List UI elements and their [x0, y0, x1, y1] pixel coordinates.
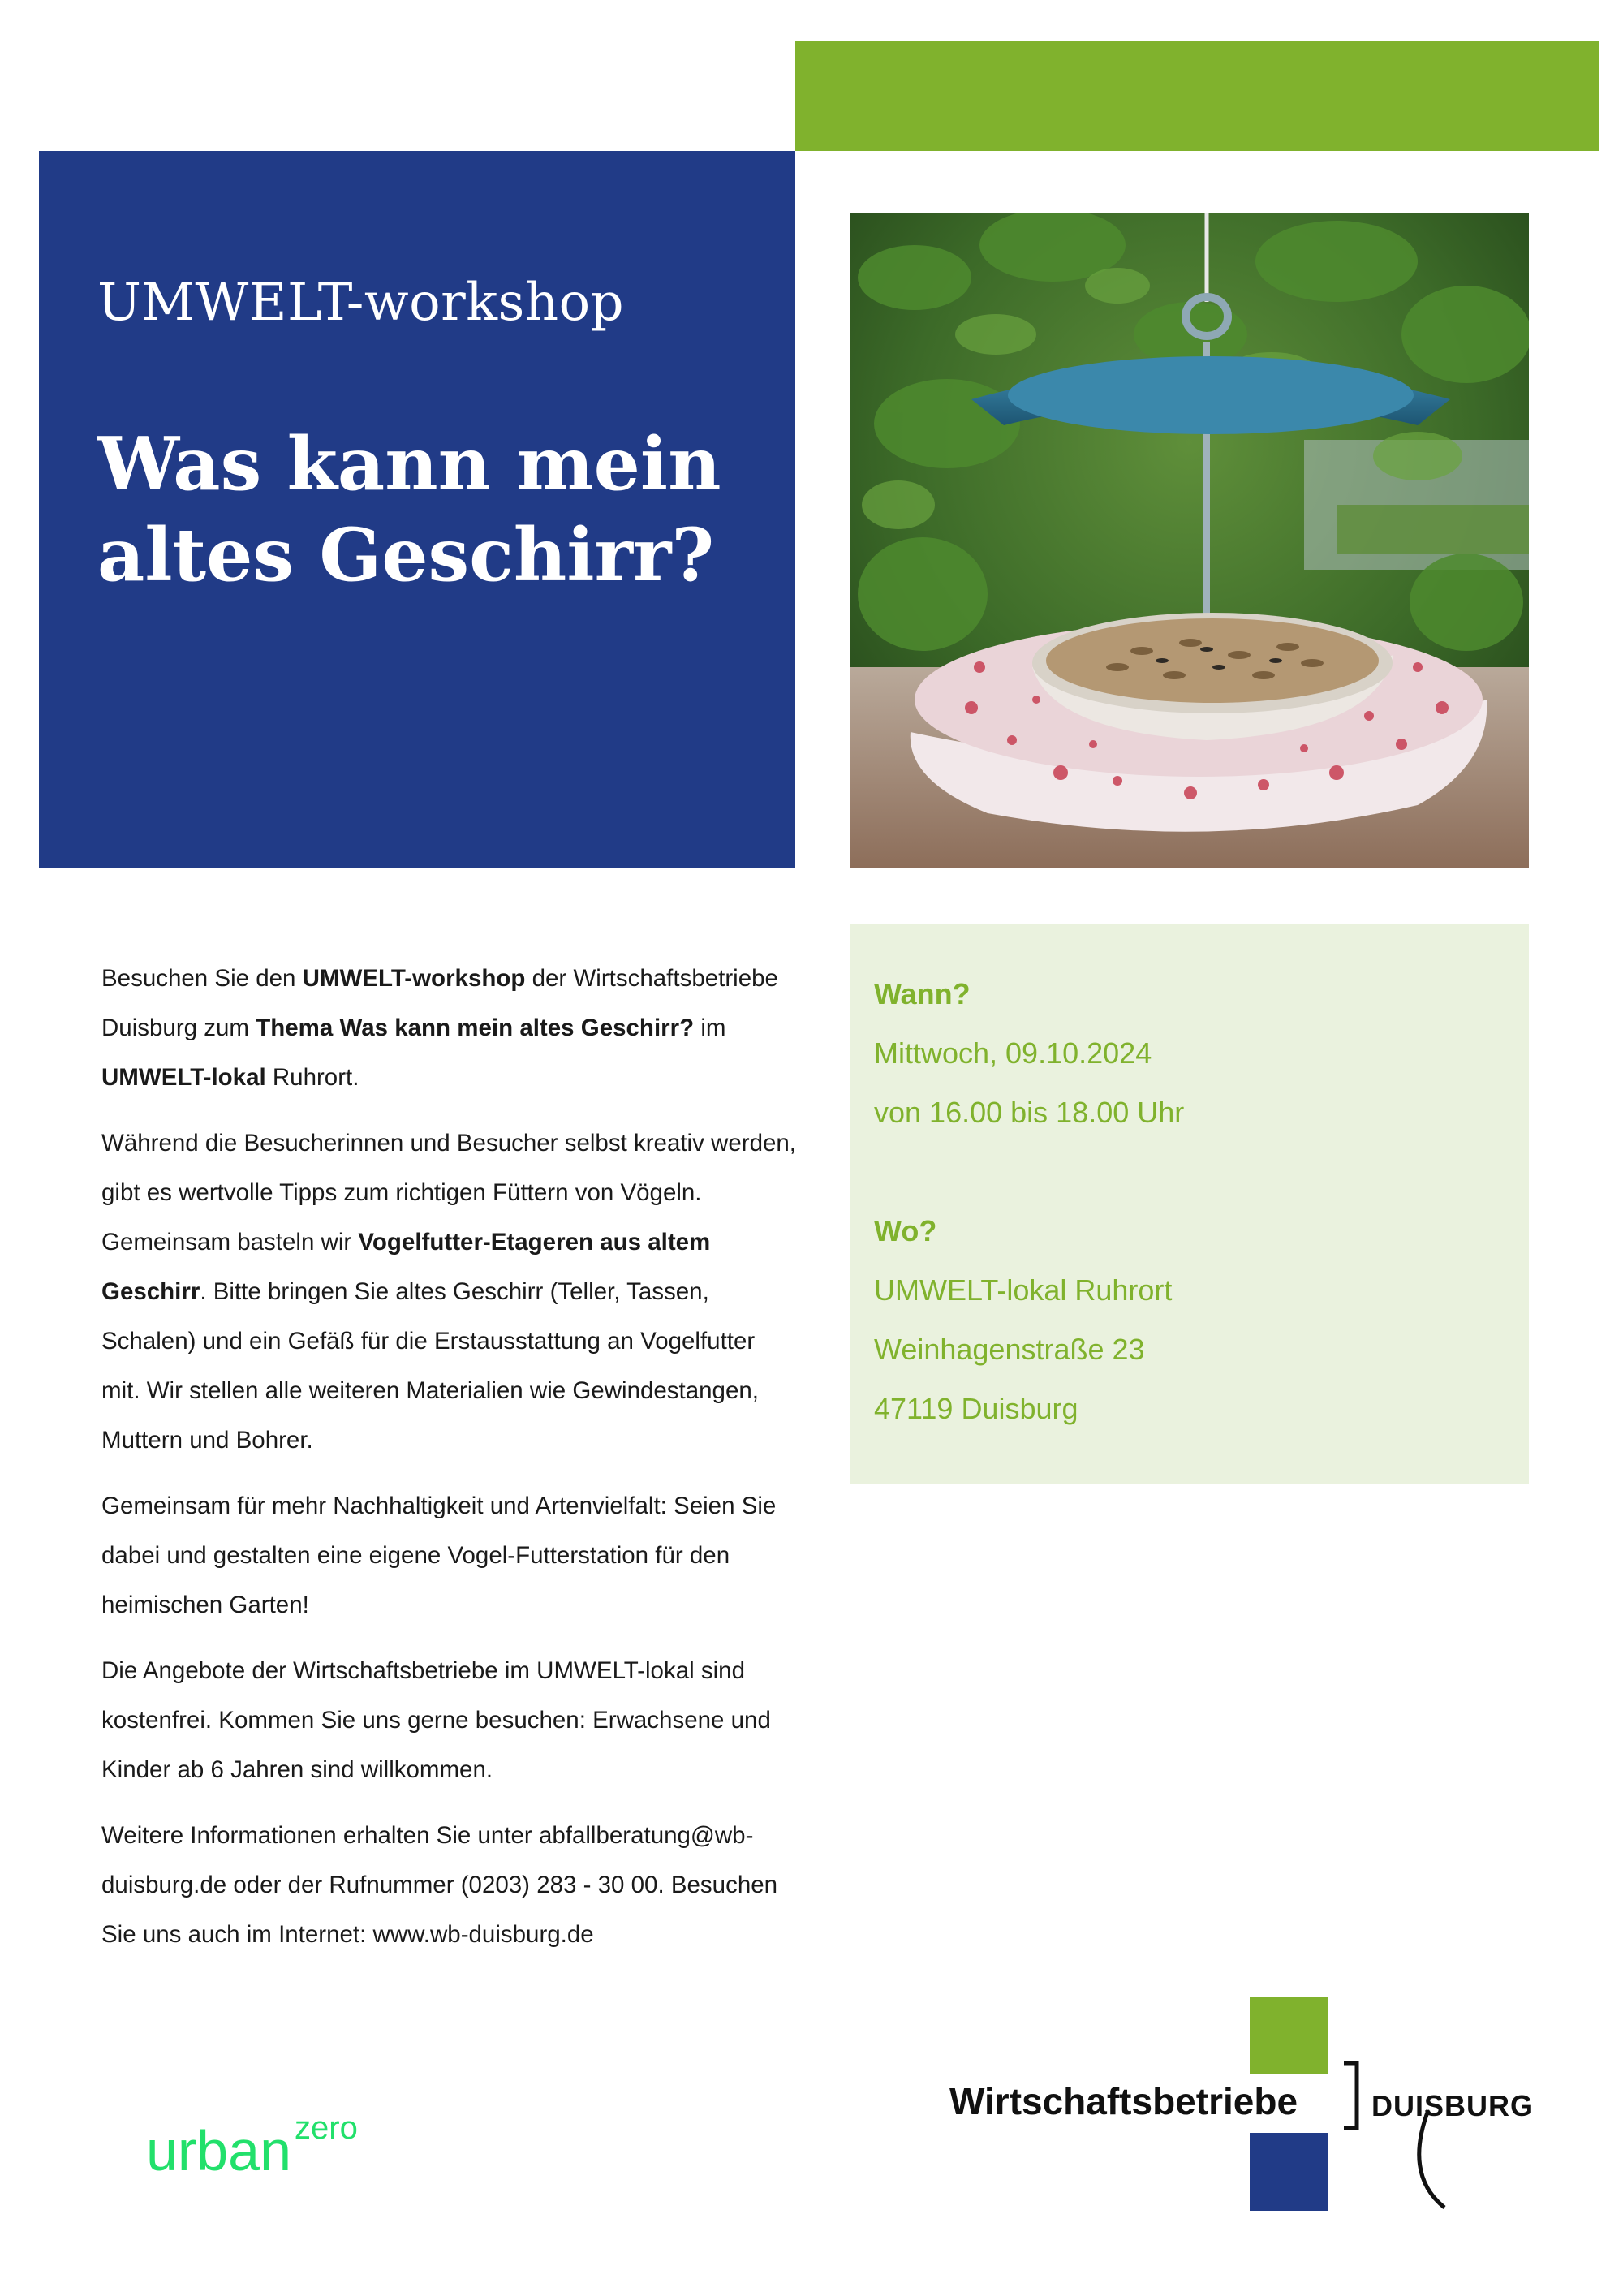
header-kicker: UMWELT-workshop [97, 273, 625, 333]
paragraph-activity: Während die Besucherinnen und Besucher selbst kreativ werden, gibt es wertvolle Tipps zum richtigen Füttern von Vögeln. Gemeinsam basteln wir Vogelfutter-Etageren aus altem Geschirr. Bitte bringen Sie altes Geschirr (Teller, Tassen, Schalen) und ein Gefäß für die Erstausstattung an Vogelfutter mit. Wir stellen alle weiteren Materialien wie Gewindestangen, Muttern und Bohrer. [101, 1130, 796, 1454]
event-info-box [850, 924, 1529, 1484]
when-label: Wann? [874, 977, 971, 1010]
bird-feeder-photo [850, 213, 1529, 868]
paragraph-contact: Weitere Informationen erhalten Sie unter abfallberatung@wb-duisburg.de oder der Rufnummer (0203) 283 - 30 00. Besuchen Sie uns auch im Internet: www.wb-duisburg.de [101, 1822, 778, 1948]
wb-logo-green-square [1250, 1997, 1328, 2074]
header-panel [39, 151, 795, 868]
wb-logo-blue-square [1250, 2133, 1328, 2211]
duisburg-bracket-icon [1339, 2053, 1469, 2216]
duisburg-logo-text: DUISBURG [1371, 2089, 1535, 2122]
event-time: von 16.00 bis 18.00 Uhr [874, 1096, 1185, 1129]
event-street: Weinhagenstraße 23 [874, 1333, 1145, 1366]
top-green-bar [795, 41, 1599, 151]
description [101, 954, 799, 1975]
event-city: 47119 Duisburg [874, 1392, 1078, 1425]
company-name: Wirtschaftsbetriebe [949, 2080, 1298, 2122]
page-title: Was kann mein altes Geschirr? [97, 421, 721, 598]
paragraph-intro: Besuchen Sie den UMWELT-workshop der Wirtschaftsbetriebe Duisburg zum Thema Was kann mein altes Geschirr? im UMWELT-lokal Ruhrort. [101, 965, 778, 1091]
paragraph-sustainability: Gemeinsam für mehr Nachhaltigkeit und Artenvielfalt: Seien Sie dabei und gestalten eine eigene Vogel-Futterstation für den heimischen Garten! [101, 1493, 777, 1618]
event-date: Mittwoch, 09.10.2024 [874, 1036, 1152, 1070]
event-place: UMWELT-lokal Ruhrort [874, 1273, 1173, 1307]
urban-zero-logo: urban $^{zero}$ [146, 2110, 358, 2182]
where-label: Wo? [874, 1214, 937, 1247]
paragraph-offer: Die Angebote der Wirtschaftsbetriebe im UMWELT-lokal sind kostenfrei. Kommen Sie uns gerne besuchen: Erwachsene und Kinder ab 6 Jahren sind willkommen. [101, 1657, 771, 1783]
